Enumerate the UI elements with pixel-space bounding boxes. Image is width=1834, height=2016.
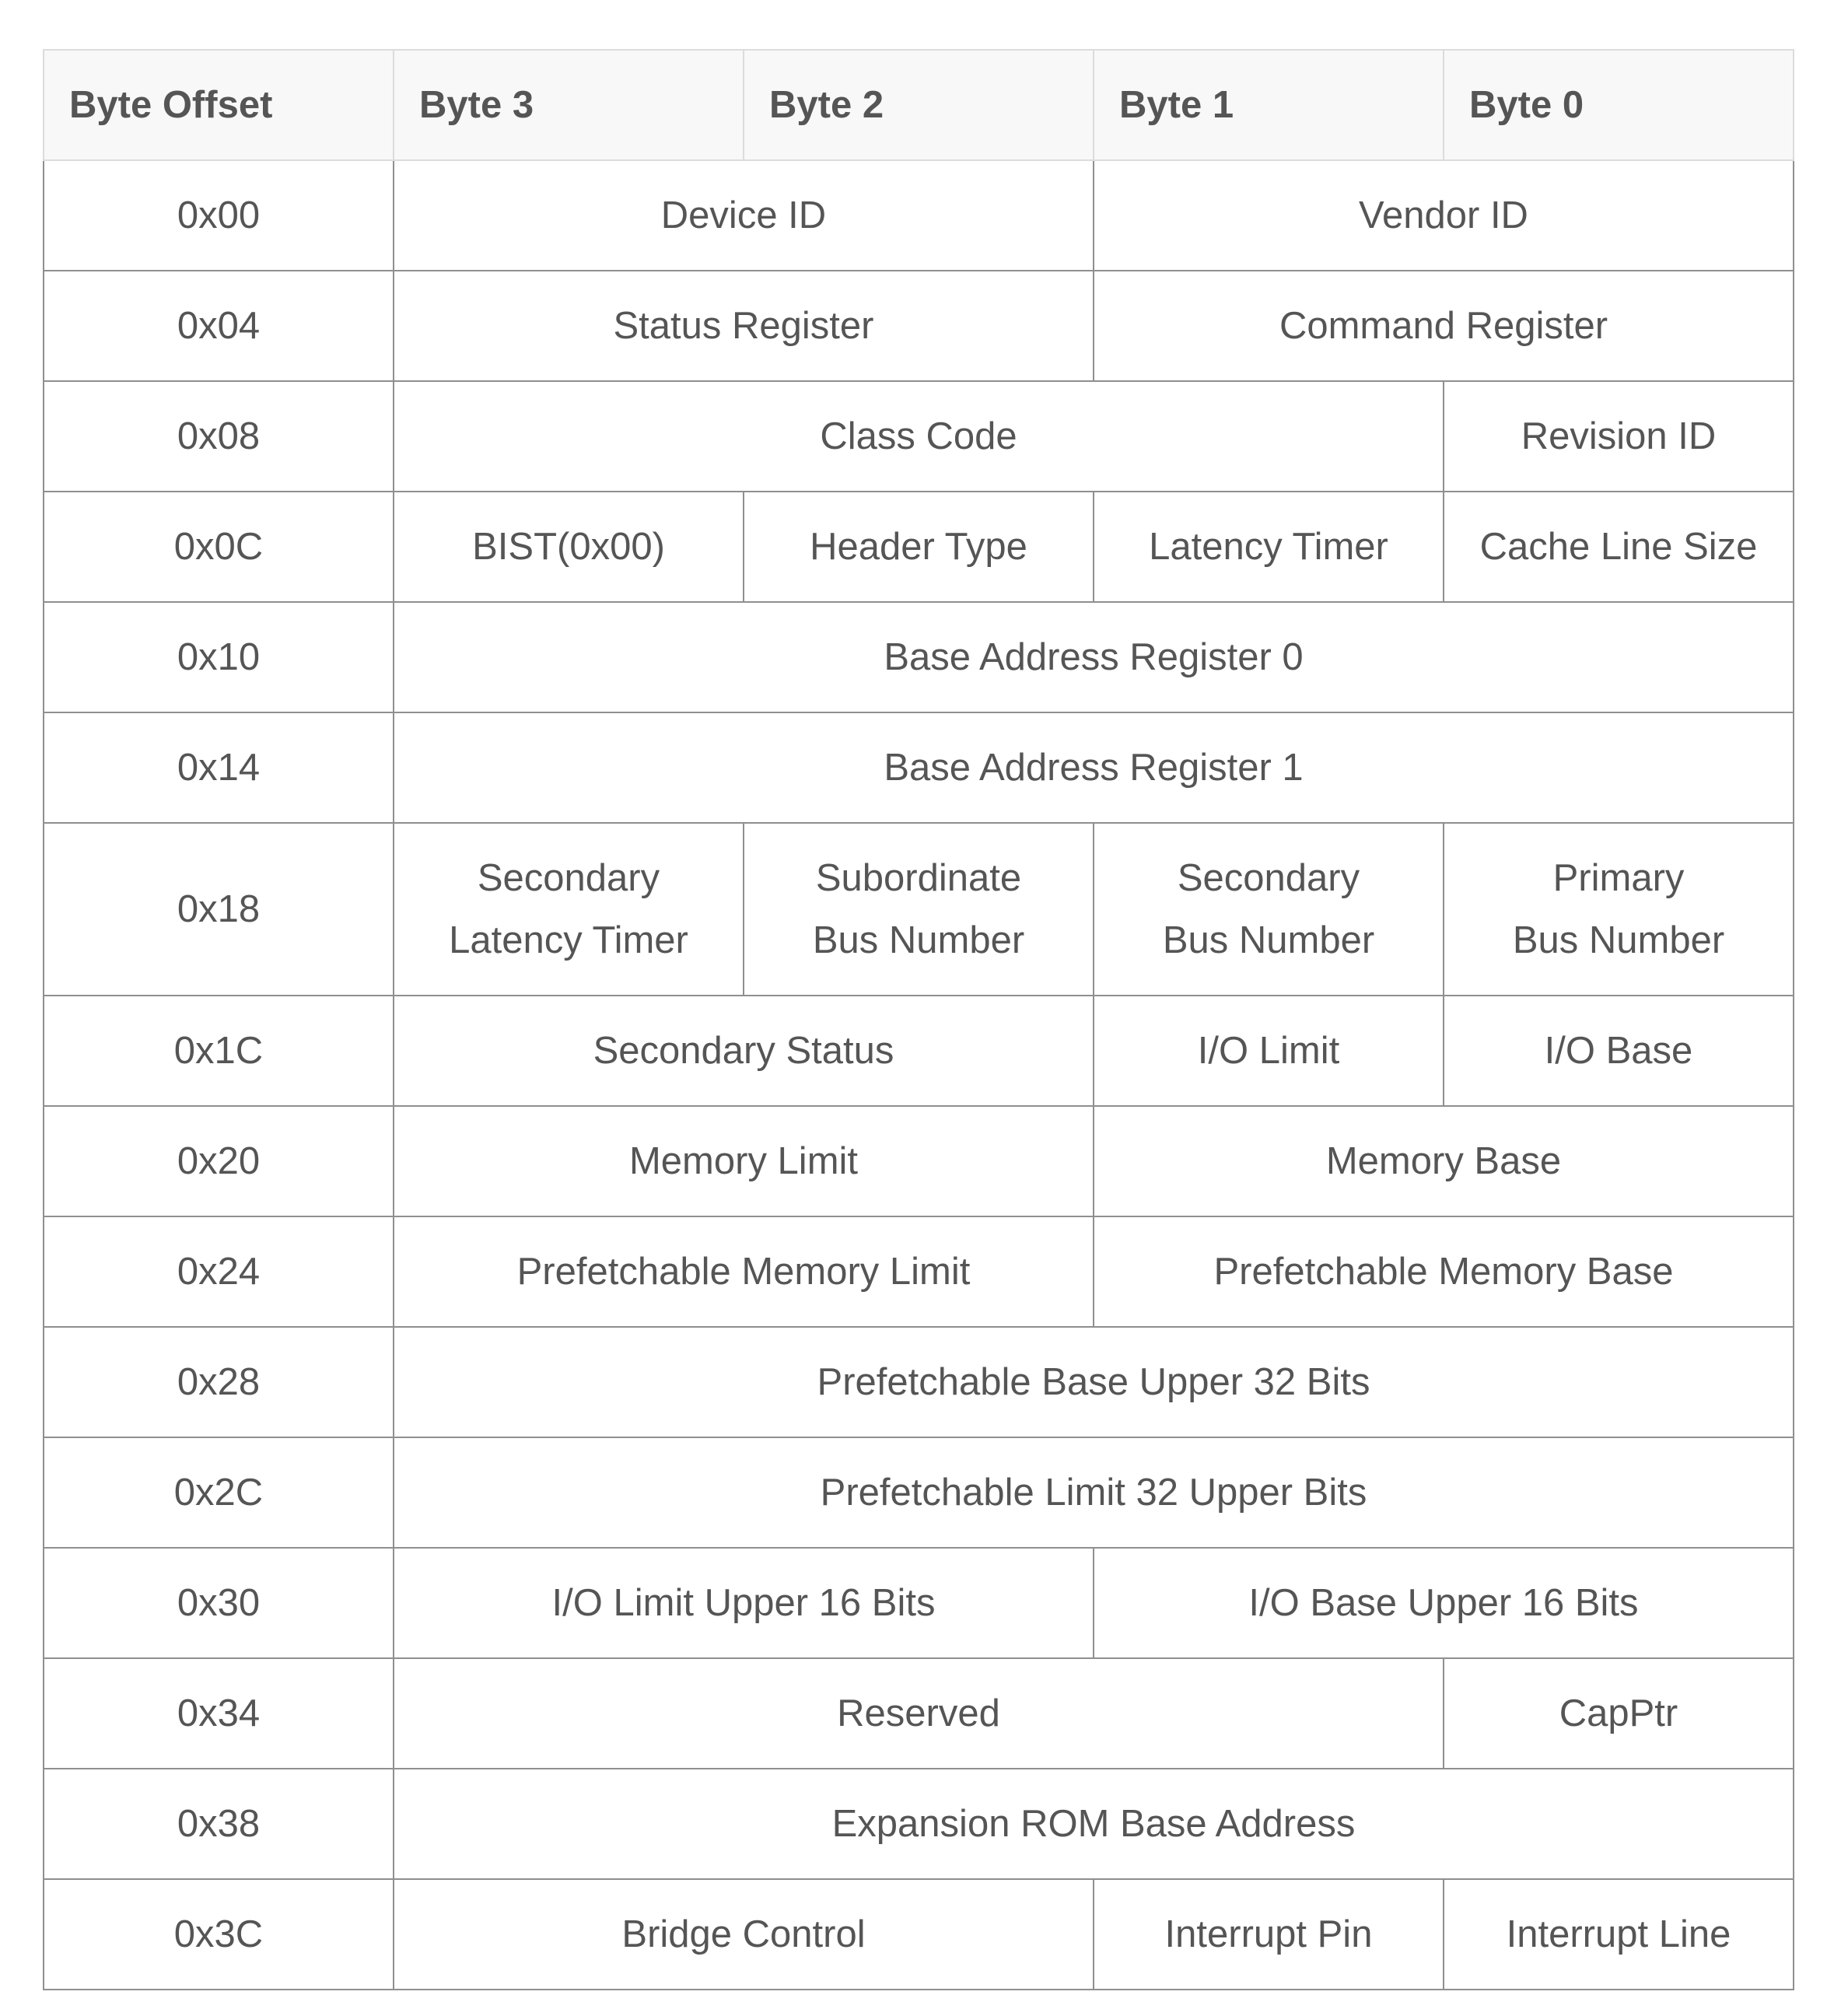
offset-cell: 0x34 [44,1658,394,1769]
cell-line: Secondary [1177,857,1360,899]
table-row [44,1437,1794,1548]
table-row [44,1548,1794,1658]
cell-line: Bus Number [1162,919,1375,961]
cell-line: Secondary [477,857,660,899]
capptr-cell: CapPtr [1444,1658,1794,1769]
table-row [44,823,1794,996]
subordinate-bus-number-cell [744,823,1094,996]
offset-cell: 0x1C [44,996,394,1106]
table-row [44,381,1794,492]
bridge-control-cell: Bridge Control [394,1879,1094,1990]
io-limit-cell: I/O Limit [1094,996,1444,1106]
status-register-cell: Status Register [394,271,1094,381]
offset-cell: 0x30 [44,1548,394,1658]
table-row [44,1106,1794,1216]
cell-line: Subordinate [815,857,1022,899]
offset-cell: 0x14 [44,712,394,823]
interrupt-pin-cell: Interrupt Pin [1094,1879,1444,1990]
offset-cell: 0x2C [44,1437,394,1548]
offset-cell: 0x38 [44,1769,394,1879]
interrupt-line-cell: Interrupt Line [1444,1879,1794,1990]
table-row [44,1879,1794,1990]
cell-line: Primary [1552,857,1685,899]
memory-limit-cell: Memory Limit [394,1106,1094,1216]
bist-cell: BIST(0x00) [394,492,744,602]
table-header-row [44,50,1794,160]
secondary-latency-timer-cell [394,823,744,996]
revision-id-cell: Revision ID [1444,381,1794,492]
bar1-cell: Base Address Register 1 [394,712,1794,823]
table-row [44,492,1794,602]
header-byte-2: Byte 2 [744,50,1094,160]
class-code-cell: Class Code [394,381,1444,492]
offset-cell: 0x18 [44,823,394,996]
latency-timer-cell: Latency Timer [1094,492,1444,602]
offset-cell: 0x04 [44,271,394,381]
offset-cell: 0x24 [44,1216,394,1327]
header-byte-3: Byte 3 [394,50,744,160]
header-byte-offset: Byte Offset [44,50,394,160]
secondary-bus-number-cell [1094,823,1444,996]
prefetchable-base-upper-cell: Prefetchable Base Upper 32 Bits [394,1327,1794,1437]
cell-line: Latency Timer [449,919,688,961]
reserved-cell: Reserved [394,1658,1444,1769]
table-row [44,160,1794,271]
io-base-upper-cell: I/O Base Upper 16 Bits [1094,1548,1794,1658]
offset-cell: 0x10 [44,602,394,712]
table-row [44,712,1794,823]
offset-cell: 0x0C [44,492,394,602]
cell-line: Bus Number [812,919,1025,961]
io-limit-upper-cell: I/O Limit Upper 16 Bits [394,1548,1094,1658]
header-type-cell: Header Type [744,492,1094,602]
prefetchable-limit-upper-cell: Prefetchable Limit 32 Upper Bits [394,1437,1794,1548]
offset-cell: 0x28 [44,1327,394,1437]
offset-cell: 0x3C [44,1879,394,1990]
table-row [44,1327,1794,1437]
pci-bridge-config-header-table [43,49,1794,1990]
table-row [44,996,1794,1106]
device-id-cell: Device ID [394,160,1094,271]
secondary-status-cell: Secondary Status [394,996,1094,1106]
memory-base-cell: Memory Base [1094,1106,1794,1216]
bar0-cell: Base Address Register 0 [394,602,1794,712]
table-row [44,1658,1794,1769]
offset-cell: 0x00 [44,160,394,271]
cache-line-size-cell: Cache Line Size [1444,492,1794,602]
offset-cell: 0x08 [44,381,394,492]
prefetchable-memory-limit-cell: Prefetchable Memory Limit [394,1216,1094,1327]
header-byte-0: Byte 0 [1444,50,1794,160]
table-row [44,271,1794,381]
io-base-cell: I/O Base [1444,996,1794,1106]
primary-bus-number-cell [1444,823,1794,996]
table-row [44,1769,1794,1879]
prefetchable-memory-base-cell: Prefetchable Memory Base [1094,1216,1794,1327]
expansion-rom-cell: Expansion ROM Base Address [394,1769,1794,1879]
table-row [44,1216,1794,1327]
cell-line: Bus Number [1512,919,1725,961]
command-register-cell: Command Register [1094,271,1794,381]
header-byte-1: Byte 1 [1094,50,1444,160]
vendor-id-cell: Vendor ID [1094,160,1794,271]
table-row [44,602,1794,712]
offset-cell: 0x20 [44,1106,394,1216]
